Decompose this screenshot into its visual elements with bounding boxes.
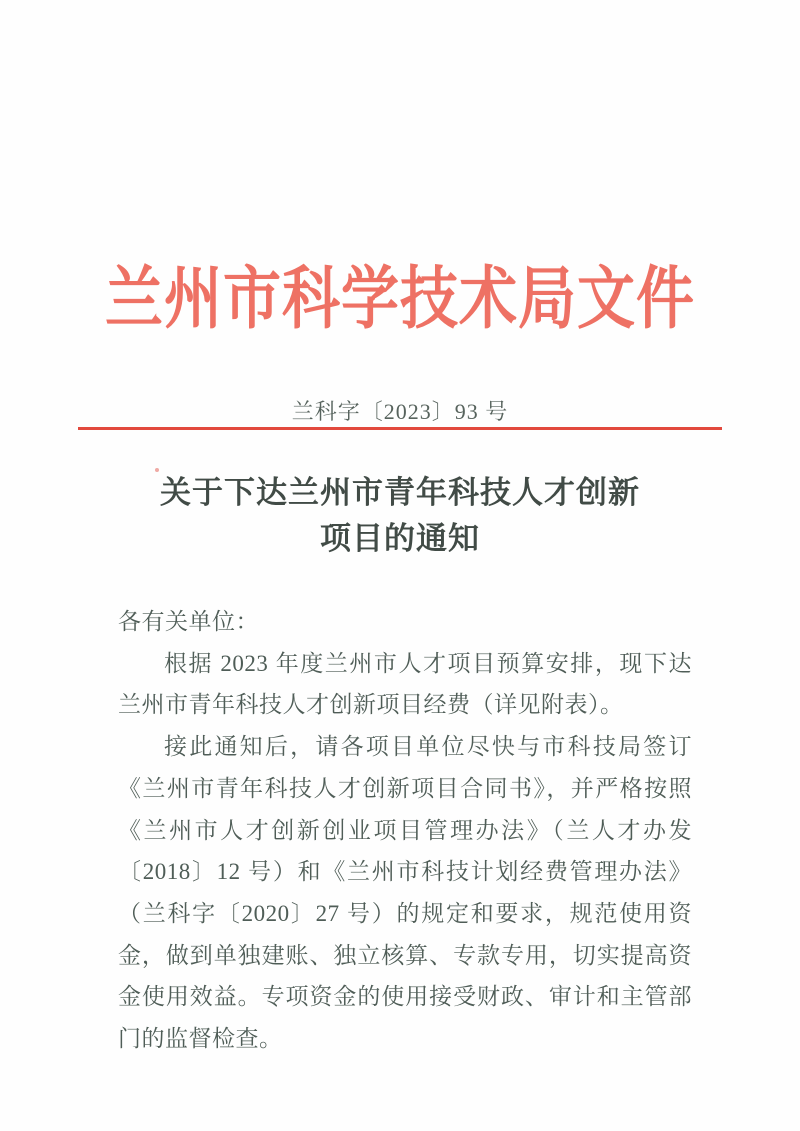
salutation: 各有关单位： (118, 609, 259, 634)
body-paragraph-2: 接此通知后，请各项目单位尽快与市科技局签订《兰州市青年科技人才创新项目合同书》，并严格按照《兰州市人才创新创业项目管理办法》（兰人才办发〔2018〕12 号）和《兰州市科技计划经费管理办法》（兰科字〔2020〕27 号）的规定和要求，规范使用资金，做到单独建账、独立核算、专款专用，切实提高资金使用效益。专项资金的使用接受财政、审计和主管部门的监督检查。 (118, 734, 692, 1052)
document-body (118, 601, 692, 1060)
notice-title-line2: 项目的通知 (320, 521, 480, 556)
agency-header-title: 兰州市科学技术局文件 (104, 260, 695, 338)
doc-number: 兰科字〔2023〕93 号 (291, 399, 509, 424)
notice-title (0, 470, 800, 562)
red-separator-line (78, 427, 722, 430)
body-paragraph-1: 根据 2023 年度兰州市人才项目预算安排，现下达兰州市青年科技人才创新项目经费（详见附表）。 (118, 650, 692, 718)
notice-title-line1: 关于下达兰州市青年科技人才创新 (160, 475, 640, 510)
